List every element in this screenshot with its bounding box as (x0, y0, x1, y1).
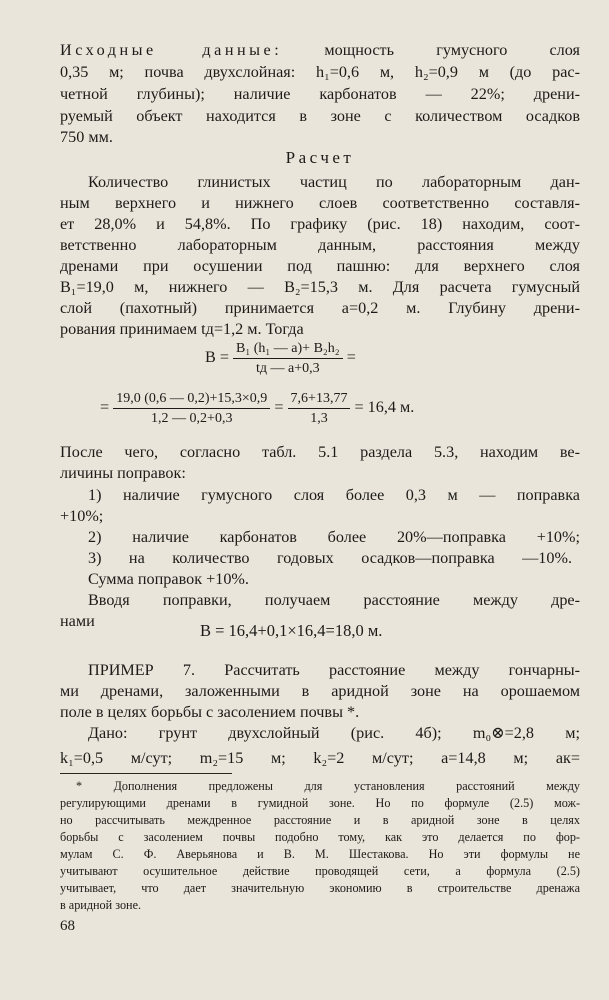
given-line-2: k₁=0,5 м/сут; m₂=15 м; k₂=2 м/сут; a=14,8 м; aк= (60, 749, 580, 767)
text-line: четной глубины); наличие карбонатов — 22%; дрени- (60, 85, 580, 103)
list-item-2: 2) наличие карбонатов более 20%—поправка +10%; (88, 528, 580, 546)
text-line: ет 28,0% и 54,8%. По графику (рис. 18) находим, соот- (60, 215, 580, 233)
formula-1-equals: = (346, 348, 356, 367)
text-line: слой (пахотный) принимается a=0,2 м. Глубину дрени- (60, 299, 580, 317)
footnote-line: * Дополнения предложены для установления расстояний между (76, 779, 580, 793)
footnote-line: но рассчитывать междренное расстояние и в аридной зоне в целях (60, 813, 580, 827)
text-line: 750 мм. (60, 128, 113, 146)
page-number: 68 (60, 918, 75, 934)
text-line: ми дренами, заложенными в аридной зоне на орошаемом (60, 682, 580, 700)
footnote-divider (60, 773, 232, 774)
formula-2-fraction-b (288, 390, 351, 427)
section-heading: Расчет (285, 148, 355, 167)
text-line: нами (60, 612, 95, 630)
text-line: Количество глинистых частиц по лабораторным дан- (88, 173, 580, 191)
footnote-line: учитывают осушительное действие проводящей сети, а формула (2.5) (60, 864, 580, 878)
formula-2-equals: = (100, 398, 110, 417)
formula-1-fraction (233, 340, 343, 377)
text-line: рования принимаем tд=1,2 м. Тогда (60, 320, 304, 338)
formula-1-numerator: B₁ (h₁ — a)+ B₂h₂ (233, 340, 343, 359)
given-line-1: Дано: грунт двухслойный (рис. 4б); m₀⊗=2,8 м; (88, 724, 580, 742)
footnote-line: борьбы с засолением почвы подобно тому, как это делается по фор- (60, 830, 580, 844)
formula-2-mid-equals: = (274, 398, 284, 417)
text-line: поле в целях борьбы с засолением почвы *. (60, 703, 360, 721)
text-line: личины поправок: (60, 464, 186, 482)
text-line: руемый объект находится в зоне с количеством осадков (60, 107, 580, 125)
footnote-line: в аридной зоне. (60, 898, 142, 912)
formula-1-lhs: B = (205, 348, 229, 367)
footnote-line: мулам С. Ф. Аверьянова и В. М. Шестакова. Но эти формулы не (60, 847, 580, 861)
formula-2-numerator-a: 19,0 (0,6 — 0,2)+15,3×0,9 (113, 390, 270, 409)
text-line: B₁=19,0 м, нижнего — B₂=15,3 м. Для расчета гумусный (60, 278, 580, 296)
formula-2 (100, 390, 580, 427)
text-line: После чего, согласно табл. 5.1 раздела 5.3, находим ве- (60, 443, 580, 461)
list-item-1: 1) наличие гумусного слоя более 0,3 м — поправка (88, 486, 580, 504)
text-line: ным верхнего и нижнего слоев соответственно составля- (60, 194, 580, 212)
paragraph-initial-data-line-1: Исходные данные: мощность гумусного слоя (60, 41, 580, 59)
formula-2-result: = 16,4 м. (354, 398, 415, 417)
text-line: Вводя поправки, получаем расстояние между дре- (88, 591, 580, 609)
text-line: 0,35 м; почва двухслойная: h₁=0,6 м, h₂=0,9 м (до рас- (60, 63, 580, 81)
initial-data-heading: Исходные данные: (60, 41, 283, 59)
text-line: ветственно лабораторным данным, расстояния между (60, 236, 580, 254)
example-7-line-1: ПРИМЕР 7. Рассчитать расстояние между гончарны- (88, 661, 580, 679)
formula-2-denominator-a: 1,2 — 0,2+0,3 (151, 411, 233, 426)
footnote-line: учитывает, что дает значительную экономию в строительстве дренажа (60, 881, 580, 895)
formula-2-numerator-b: 7,6+13,77 (288, 390, 351, 409)
formula-3: B = 16,4+0,1×16,4=18,0 м. (200, 621, 383, 640)
list-item-1-cont: +10%; (60, 507, 104, 525)
footnote-line: регулирующими дренами в гумидной зоне. Но по формуле (2.5) мож- (60, 796, 580, 810)
corrections-sum: Сумма поправок +10%. (88, 570, 249, 588)
formula-1-denominator: tд — a+0,3 (256, 361, 320, 376)
text-line: дренами при осушении под пашню: для верхнего слоя (60, 257, 580, 275)
formula-2-denominator-b: 1,3 (310, 411, 328, 426)
list-item-3: 3) на количество годовых осадков—поправка —10%. (88, 549, 572, 567)
formula-2-fraction-a (113, 390, 270, 427)
formula-1 (205, 340, 465, 377)
